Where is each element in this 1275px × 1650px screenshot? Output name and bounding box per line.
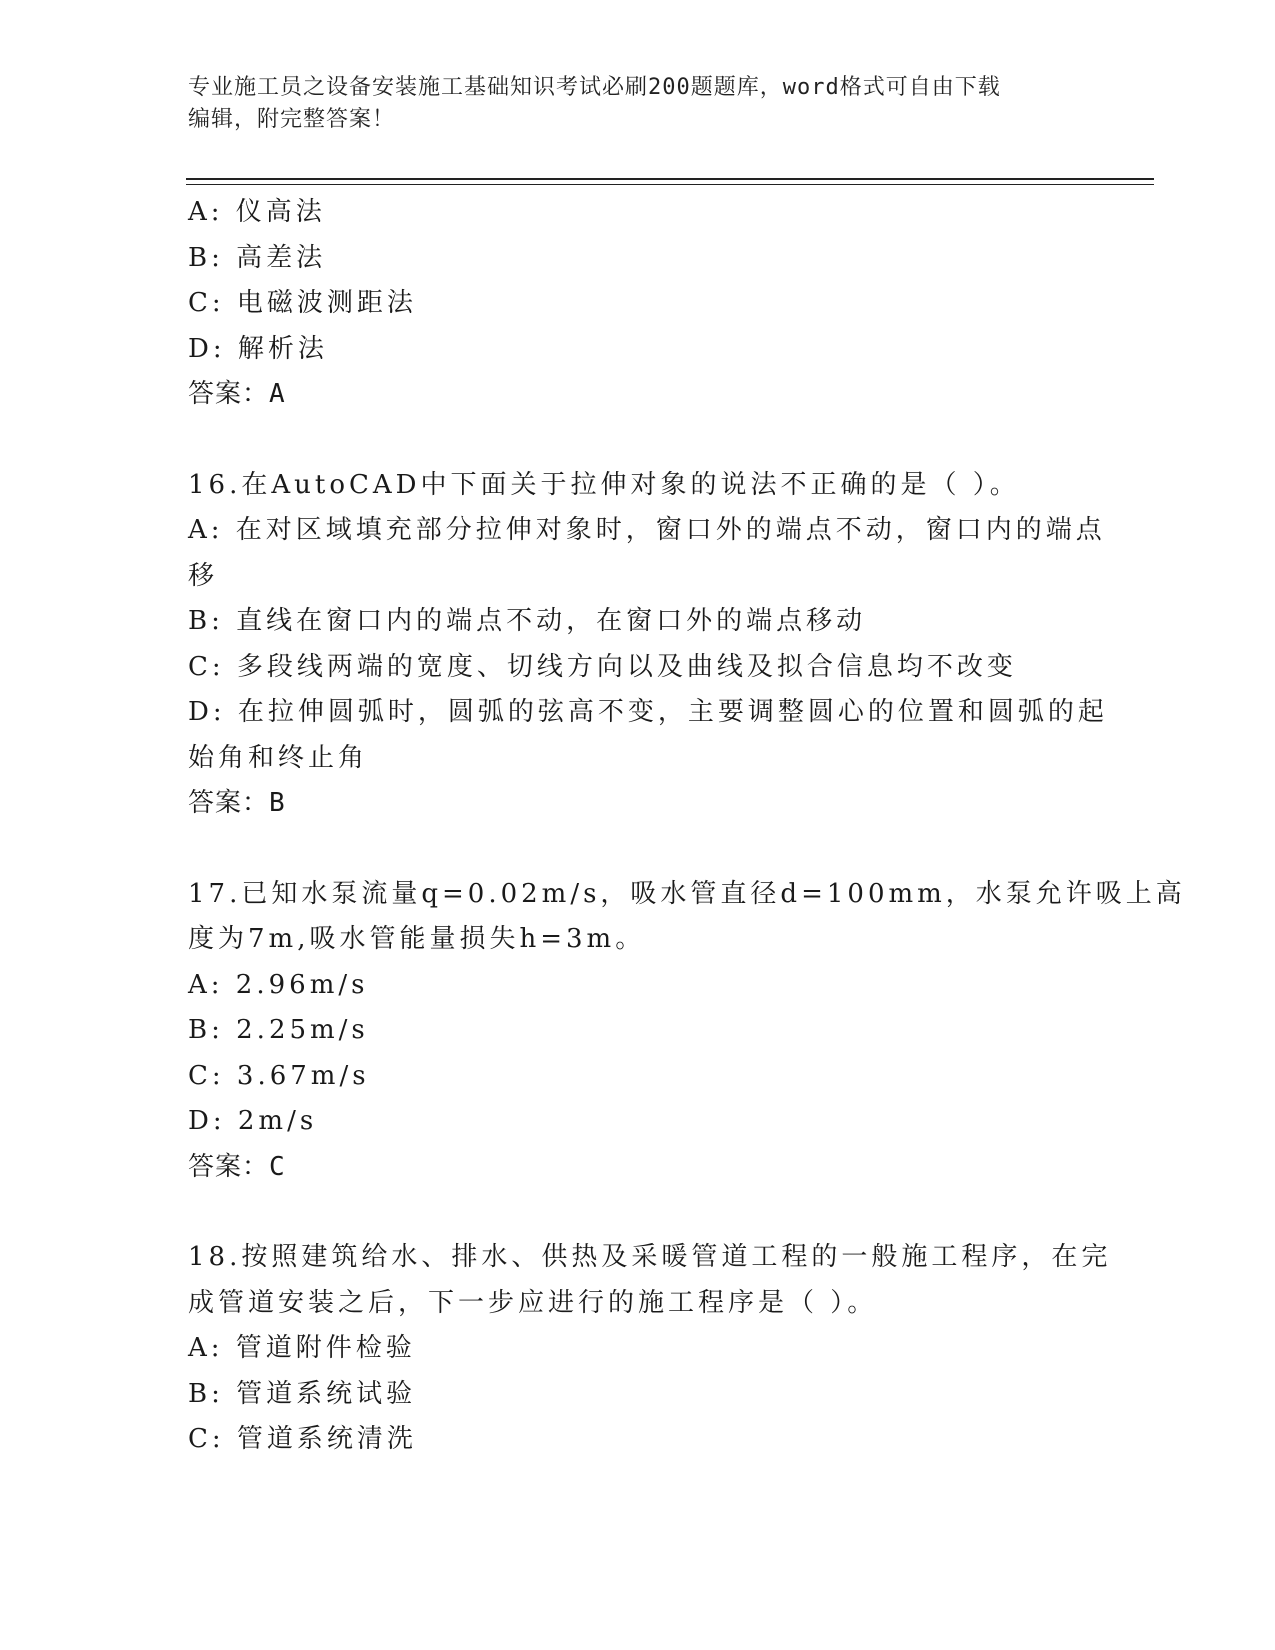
- question-18-block: [188, 1235, 1112, 1463]
- q15-option-b: B: 高差法: [188, 242, 327, 273]
- spacer: [188, 418, 1088, 463]
- q17-question-line-1: 17.已知水泵流量q=0.02m/s，吸水管直径d=100mm，水泵允许吸上高: [188, 878, 1186, 909]
- header-line-1: 专业施工员之设备安装施工基础知识考试必刷200题题库，word格式可自由下载: [188, 75, 1001, 100]
- header-line-2: 编辑，附完整答案！: [188, 107, 396, 132]
- header-divider-thin: [186, 184, 1154, 185]
- q16-option-c: C: 多段线两端的宽度、切线方向以及曲线及拟合信息均不改变: [188, 651, 1017, 682]
- q17-question-line-2: 度为7m,吸水管能量损失h=3m。: [188, 924, 646, 954]
- q16-option-a-line-1: A: 在对区域填充部分拉伸对象时，窗口外的端点不动，窗口内的端点: [188, 515, 1106, 545]
- q16-question: 16.在AutoCAD中下面关于拉伸对象的说法不正确的是（ ）。: [188, 469, 1020, 500]
- question-17-block: [188, 872, 1186, 1191]
- question-content: [188, 190, 1186, 1463]
- q17-answer: 答案：C: [188, 1151, 286, 1182]
- q16-option-d-line-1: D: 在拉伸圆弧时，圆弧的弦高不变，主要调整圆心的位置和圆弧的起: [188, 697, 1108, 727]
- q16-option-b: B: 直线在窗口内的端点不动，在窗口外的端点移动: [188, 606, 867, 636]
- q15-answer: 答案：A: [188, 379, 286, 409]
- q16-option-d-line-2: 始角和终止角: [188, 742, 369, 773]
- question-16-block: [188, 463, 1108, 827]
- q15-option-d: D: 解析法: [188, 333, 328, 364]
- q16-option-a-line-2: 移: [188, 560, 219, 591]
- q18-option-c: C: 管道系统清洗: [188, 1424, 417, 1454]
- q17-option-d: D: 2m/s: [188, 1106, 318, 1136]
- q18-question-line-2: 成管道安装之后，下一步应进行的施工程序是（ ）。: [188, 1287, 878, 1318]
- document-header: [188, 72, 1068, 136]
- q17-option-a: A: 2.96m/s: [188, 969, 369, 1000]
- spacer: [188, 827, 1088, 872]
- spacer: [188, 1190, 1088, 1235]
- q18-question-line-1: 18.按照建筑给水、排水、供热及采暖管道工程的一般施工程序，在完: [188, 1242, 1112, 1272]
- q16-answer: 答案：B: [188, 788, 286, 818]
- q18-option-a: A: 管道附件检验: [188, 1333, 416, 1363]
- question-15-block: [188, 190, 1088, 418]
- header-divider-thick: [186, 178, 1154, 180]
- q17-option-c: C: 3.67m/s: [188, 1060, 370, 1091]
- q17-option-b: B: 2.25m/s: [188, 1015, 369, 1045]
- q15-option-c: C: 电磁波测距法: [188, 288, 417, 318]
- q15-option-a: A: 仪高法: [188, 197, 326, 227]
- q18-option-b: B: 管道系统试验: [188, 1378, 417, 1409]
